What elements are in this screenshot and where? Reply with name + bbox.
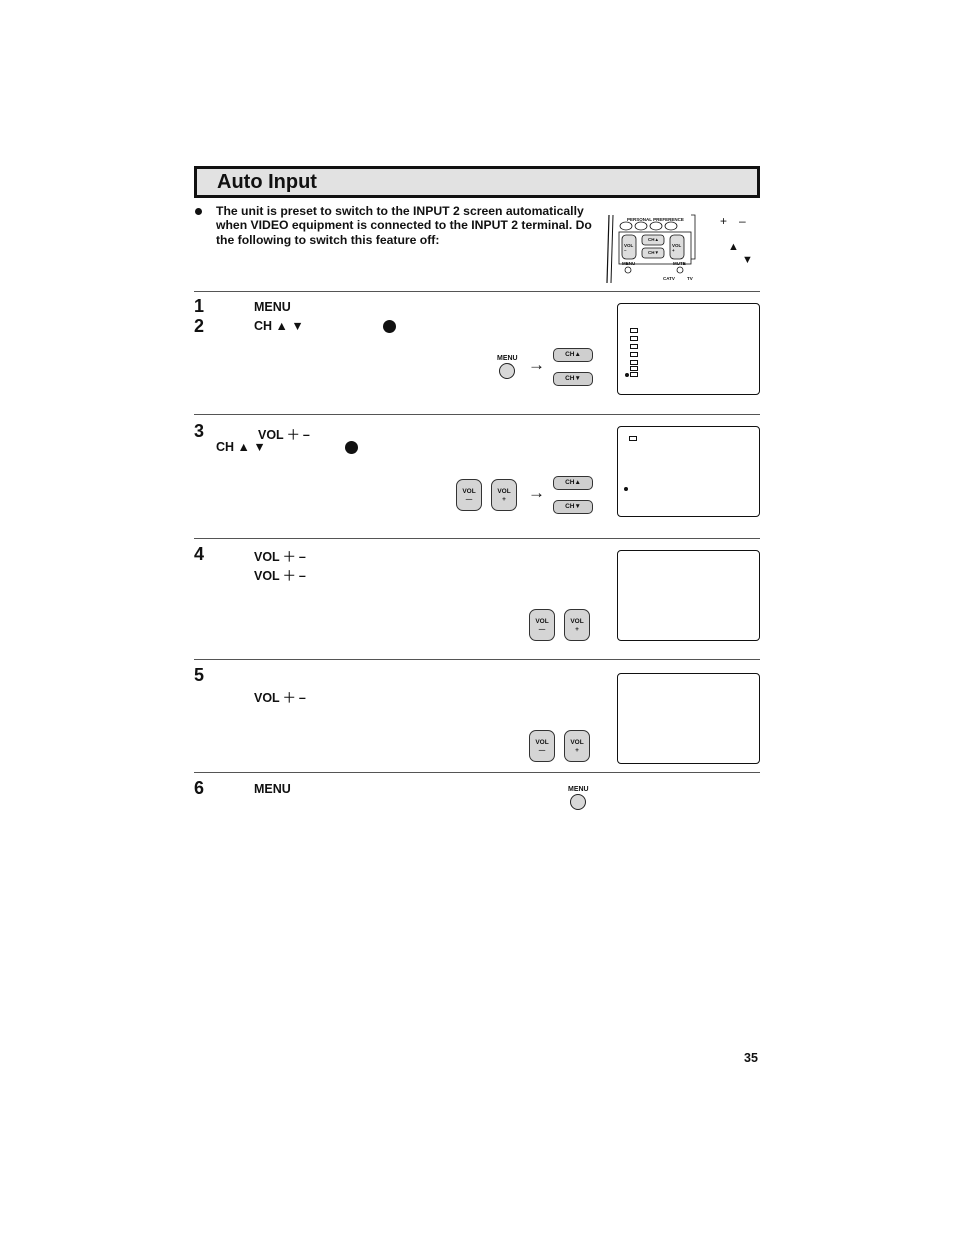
tv-screen-blank <box>617 550 760 641</box>
divider <box>194 291 760 292</box>
remote-side-down: ▼ <box>742 254 753 266</box>
ch-down-button[interactable]: CH▼ <box>553 372 593 386</box>
vol-plus-label: VOL <box>497 488 511 495</box>
remote-outline-icon <box>603 213 703 283</box>
menu-item-icon <box>630 336 638 341</box>
vol-minus-button[interactable] <box>529 730 555 762</box>
page-number: 35 <box>744 1051 758 1065</box>
divider <box>194 538 760 539</box>
step-label: VOL ＋ – <box>258 428 310 442</box>
menu-item-icon <box>630 372 638 377</box>
divider <box>194 414 760 415</box>
remote-catv-label: CATV <box>663 276 675 281</box>
menu-button-label: MENU <box>568 786 589 793</box>
page-title: Auto Input <box>217 171 317 193</box>
vol-plus-label: VOL <box>570 618 584 625</box>
tv-screen-submenu <box>617 426 760 517</box>
plus-sign: + <box>575 626 579 633</box>
remote-personal-preference-label: PERSONAL PREFERENCE <box>627 217 684 222</box>
menu-button[interactable] <box>499 363 515 379</box>
step-label: VOL ＋ – <box>254 569 306 583</box>
remote-tv-label: TV <box>687 276 693 281</box>
cursor-dot-icon <box>624 487 628 491</box>
cursor-dot-icon <box>625 373 629 377</box>
step-number: 3 <box>194 421 205 441</box>
vol-plus-button[interactable] <box>564 730 590 762</box>
step-number: 4 <box>194 544 205 564</box>
remote-illustration <box>603 213 703 283</box>
intro-text: The unit is preset to switch to the INPUT 2 screen automatically when VIDEO equipment is connected to the INPUT 2 terminal. Do the following to switch this feature off: <box>216 204 592 247</box>
page-title-bar <box>194 166 760 198</box>
minus-sign: — <box>465 496 473 503</box>
remote-side-minus: – <box>739 214 746 228</box>
remote-ch-up-label: CH▲ <box>648 237 659 242</box>
remote-mute-label: MUTE <box>673 261 686 266</box>
remote-ch-down-label: CH▼ <box>648 250 659 255</box>
remote-vol-minus-label: VOL – <box>624 243 634 253</box>
step-number: 6 <box>194 778 205 798</box>
ch-down-button[interactable]: CH▼ <box>553 500 593 514</box>
menu-item-icon <box>630 344 638 349</box>
vol-plus-button[interactable] <box>564 609 590 641</box>
menu-button-label: MENU <box>497 355 518 362</box>
plus-sign: + <box>502 496 506 503</box>
remote-side-plus: + <box>720 214 728 228</box>
plus-sign: + <box>575 747 579 754</box>
select-marker-icon <box>345 441 358 454</box>
menu-item-icon <box>630 352 638 357</box>
step-label: CH ▲ ▼ <box>216 440 266 454</box>
step-label: CH ▲ ▼ <box>254 319 304 333</box>
minus-sign: — <box>538 626 546 633</box>
vol-minus-button[interactable] <box>529 609 555 641</box>
step-label: VOL ＋ – <box>254 691 306 705</box>
vol-minus-label: VOL <box>535 618 549 625</box>
menu-item-icon <box>630 366 638 371</box>
remote-side-up: ▲ <box>728 241 739 253</box>
menu-button[interactable] <box>570 794 586 810</box>
divider <box>194 772 760 773</box>
minus-sign: — <box>538 747 546 754</box>
step-number: 5 <box>194 665 205 685</box>
vol-plus-label: VOL <box>570 739 584 746</box>
tv-screen-blank <box>617 673 760 764</box>
bullet-icon <box>195 208 202 215</box>
arrow-right-icon: → <box>528 483 545 502</box>
remote-menu-label: MENU <box>622 261 636 266</box>
menu-item-icon <box>629 436 637 441</box>
ch-up-button[interactable]: CH▲ <box>553 348 593 362</box>
vol-minus-label: VOL <box>462 488 476 495</box>
step-number: 2 <box>194 316 205 336</box>
step-label: VOL ＋ – <box>254 550 306 564</box>
divider <box>194 659 760 660</box>
ch-up-button[interactable]: CH▲ <box>553 476 593 490</box>
menu-item-icon <box>630 360 638 365</box>
tv-screen-menu <box>617 303 760 395</box>
step-number: 1 <box>194 296 205 316</box>
step-label: MENU <box>254 300 291 314</box>
menu-item-icon <box>630 328 638 333</box>
step-label: MENU <box>254 782 291 796</box>
vol-plus-button[interactable] <box>491 479 517 511</box>
arrow-right-icon: → <box>528 355 545 374</box>
remote-vol-plus-label: VOL + <box>672 243 682 253</box>
vol-minus-button[interactable] <box>456 479 482 511</box>
vol-minus-label: VOL <box>535 739 549 746</box>
select-marker-icon <box>383 320 396 333</box>
